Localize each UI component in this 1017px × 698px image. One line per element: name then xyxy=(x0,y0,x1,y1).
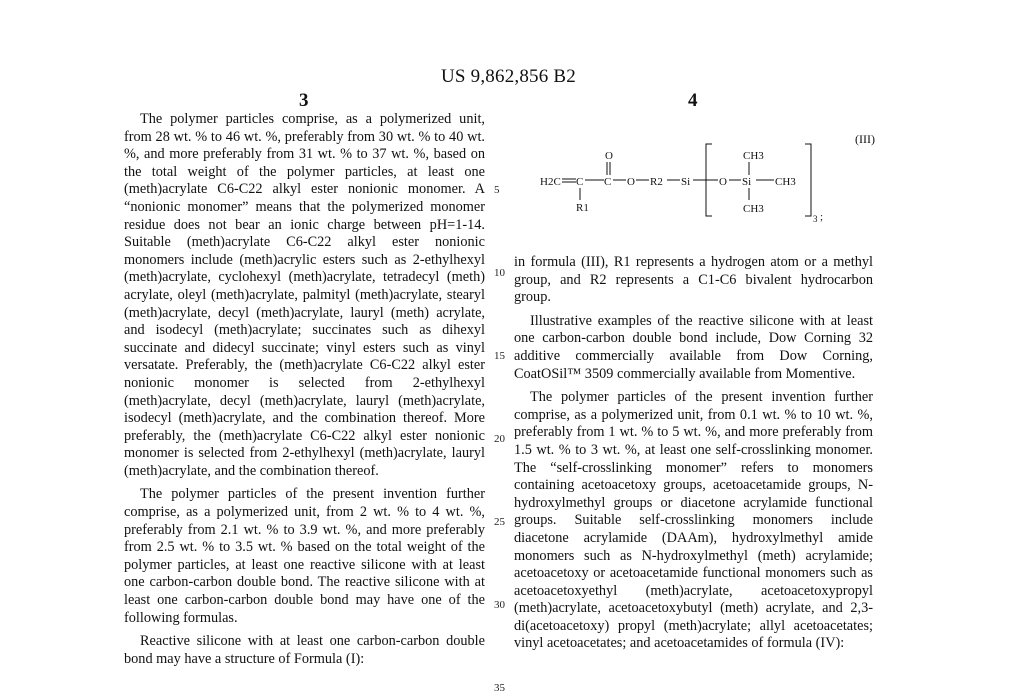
line-number: 30 xyxy=(494,599,505,611)
formula-r2: R2 xyxy=(650,176,663,188)
formula-c2: C xyxy=(604,176,612,188)
formula-ch3-bottom: CH3 xyxy=(743,203,764,215)
line-number: 20 xyxy=(494,433,505,445)
formula-o2: O xyxy=(719,176,727,188)
formula-ch3-right: CH3 xyxy=(775,176,796,188)
paragraph: The polymer particles of the present invention further comprise, as a polymerized unit, from 2 wt. % to 4 wt. %, preferably from 2.1 wt. % to 3.9 wt. %, and more preferably from 2.5 wt. % to 3.5 wt. % based on the total weight of the polymer particles, at least one reactive silicone with at least one carbon-carbon double bond. The reactive silicone with at least one carbon-carbon double bond may have one of the following formulas. xyxy=(124,486,485,626)
page-number-right: 4 xyxy=(688,90,698,111)
formula-si1: Si xyxy=(681,176,691,188)
line-number: 10 xyxy=(494,267,505,279)
patent-number: US 9,862,856 B2 xyxy=(441,66,576,87)
line-number: 25 xyxy=(494,516,505,528)
chemical-formula-iii xyxy=(540,132,875,224)
right-column xyxy=(514,254,873,653)
page-number-left: 3 xyxy=(299,90,309,111)
paragraph: Reactive silicone with at least one carbon-carbon double bond may have a structure of Formula (I): xyxy=(124,633,485,667)
line-number: 5 xyxy=(494,184,500,196)
formula-c1: C xyxy=(576,176,584,188)
formula-h2c: H2C xyxy=(540,176,561,188)
formula-r1: R1 xyxy=(576,202,589,214)
formula-subscript: 3 xyxy=(813,214,818,224)
line-number: 15 xyxy=(494,350,505,362)
paragraph: in formula (III), R1 represents a hydrogen atom or a methyl group, and R2 represents a C1-C6 bivalent hydrocarbon group. xyxy=(514,254,873,306)
formula-label: (III) xyxy=(855,132,875,146)
paragraph: The polymer particles comprise, as a polymerized unit, from 28 wt. % to 46 wt. %, preferably from 30 wt. % to 40 wt. %, and more preferably from 31 wt. % to 37 wt. %, based on the total weight of the polymer particles, at least one (meth)acrylate C6-C22 alkyl ester nonionic monomer. A “nonionic monomer” means that the polymerized monomer residue does not bear an ionic charge between pH=1-14. Suitable (meth)acrylate C6-C22 alkyl ester nonionic monomers include (meth)acrylic esters such as 2-ethylhexyl (meth)acrylate, cyclohexyl (meth)acrylate, tetradecyl (meth) acrylate, oleyl (meth)acrylate, palmityl (meth)acrylate, stearyl (meth)acrylate, decyl (meth)acrylate, lauryl (meth) acrylate, and isodecyl (meth)acrylate; succinates such as dihexyl succinate and didecyl succinate; vinyl esters such as vinyl versatate. Preferably, the (meth)acrylate C6-C22 alkyl ester nonionic monomer is selected from 2-ethylhexyl (meth)acrylate, decyl (meth)acrylate, lauryl (meth)acrylate, isodecyl (meth)acrylate, and the combination thereof. More preferably, the (meth)acrylate C6-C22 alkyl ester nonionic monomer is selected from 2-ethylhexyl (meth)acrylate, lauryl (meth)acrylate, and the combination thereof. xyxy=(124,111,485,479)
formula-ch3-top: CH3 xyxy=(743,150,764,162)
paragraph: Illustrative examples of the reactive silicone with at least one carbon-carbon double bond include, Dow Corning 32 additive commercially available from Dow Corning, CoatOSil™ 3509 commercially available from Momentive. xyxy=(514,312,873,382)
line-number: 35 xyxy=(494,682,505,694)
paragraph: The polymer particles of the present invention further comprise, as a polymerized unit, from 0.1 wt. % to 10 wt. %, preferably from 1 wt. % to 5 wt. %, and more preferably from 1.5 wt. % to 3 wt. %, at least one self-crosslinking monomer. The “self-crosslinking monomer” refers to monomers containing acetoacetoxy groups, acetoacetamide groups, N-hydroxylmethyl groups or diacetone acrylamide functional groups. Suitable self-crosslinking monomers include diacetone acrylamide (DAAm), hydroxylmethyl amide monomers such as N-hydroxylmethyl (meth) acrylamide; acetoacetoxy or acetoacetamide functional monomers such as acetoacetoxyethyl (meth)acrylate, acetoacetoxypropyl (meth)acrylate, acetoacetoxybutyl (meth) acrylate, and 2,3-di(acetoacetoxy) propyl (meth)acrylate; allyl acetoacetates; vinyl acetoacetates; and acetoacetamides of formula (IV): xyxy=(514,389,873,652)
formula-end: ; xyxy=(820,211,824,223)
formula-si2: Si xyxy=(742,176,752,188)
left-column xyxy=(124,111,485,668)
formula-bond-o: O xyxy=(627,176,635,188)
formula-o-atom: O xyxy=(605,150,613,162)
